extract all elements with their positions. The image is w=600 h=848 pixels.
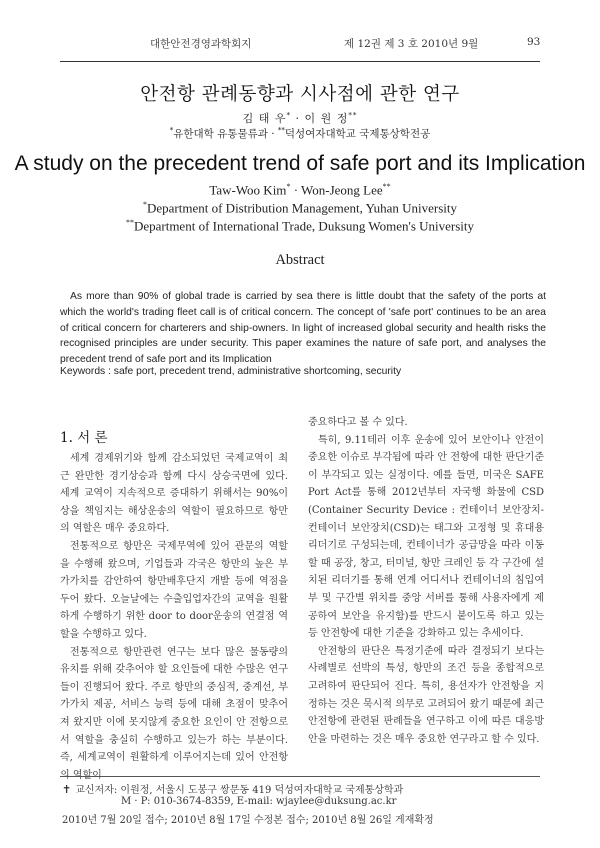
contact-info: M · P: 010-3674-8359, E-mail: wjaylee@duksung.ac.kr [121,796,397,807]
english-author-1-mark: * [286,182,291,191]
corresponding-author-note [62,781,403,796]
korean-affil-2-mark: ** [277,126,285,135]
korean-title: 안전항 관례동향과 시사점에 관한 연구 [140,84,460,105]
left-column [60,450,288,784]
english-author-2: Won-Jeong Lee [301,182,383,198]
korean-author-1-mark: * [286,111,291,120]
english-affiliation-2 [0,218,600,234]
section-heading: 1. 서 론 [60,430,108,446]
body-paragraph: 특히, 9.11테러 이후 운송에 있어 보안이나 안전이 중요한 이슈로 부각됨에 따라 안 전항에 대한 판단기준이 부각되고 있는 실정이다. 예를 들면, 미국은 SAFE Port Act를 통해 2012년부터 자국행 화물에 CSD (Container Security Device : 컨테이너 보안장치-컨테이너 보안장치(CSD)는 태그와 고정형 및 휴대용 리더기로 구성되는데, 컨테이너가 공급망을 따라 이동할 때 공장, 창고, 터미널, 항만 크레인 등 각 구간에 설치된 리더기를 통해 연계 어디서나 컨테이너의 침입여부 및 구간별 위치를 중앙 서버를 통해 사용자에게 제공하여 보안을 유지함)를 반드시 붙이도록 하고 있는 등 안전항에 대한 기준을 강화하고 있는 추세이다. [308,434,544,640]
body-paragraph: 중요하다고 볼 수 있다. [308,417,408,428]
body-paragraph: 세계 경제위기와 함께 감소되었던 국제교역이 최근 완만한 경기상승과 함께 다시 상승국면에 있다. 세계 교역이 지속적으로 증대하기 위해서는 90%이상을 책임지는 해상운송의 역할이 필요하므로 항만의 역할은 매우 중요하다. [60,453,288,535]
header-divider [60,61,540,62]
korean-author-2-mark: ** [348,111,358,120]
korean-author-2: 이 원 정 [304,112,349,125]
english-affil-1-mark: * [142,200,147,209]
footnote-divider [60,776,540,777]
korean-affil-1-mark: * [169,126,174,135]
abstract-body: As more than 90% of global trade is carried by sea there is little doubt that the safety of the ports at which the world's trading fleet call is of critical concern. The concept of 'safe port' continues to be an area of critical concern for charterers and ship-owners. In light of increased global security and health risks the recognised principles are under security. This paper examines the nature of safe port, and analyses the precedent trend of safe port and its Implication [60,291,546,366]
english-author-separator: · [290,182,302,198]
english-affil-2: Department of International Trade, Duksung Women's University [133,218,475,234]
body-paragraph: 전통적으로 항만관련 연구는 보다 많은 물동량의 유치를 위해 갖추어야 할 요인들에 대한 수많은 연구들이 진행되어 왔다. 주로 항만의 중심적, 중계선, 부가가치 제공, 서비스 능력 등에 대해 초점이 맞추어져 왔지만 이에 못지않게 중요한 요인이 안 전항으로서 역할을 충실히 수행하고 있는가 하는 부분이다. 즉, 세계교역이 원활하게 이루어지는데 있어 안전항의 역할이 [60,646,288,781]
corresponding-author-text: 교신저자: 이원정, 서울시 도봉구 쌍문동 419 덕성여자대학교 국제통상학과 [75,785,404,796]
english-author-2-mark: ** [382,182,391,191]
body-paragraph: 안전항의 판단은 특정기준에 따라 결정되기 보다는 사례별로 선박의 특성, 항만의 조건 등을 종합적으로 고려하여 판단되어 진다. 특히, 용선자가 안전항을 지정하는 것은 묵시적 의무로 고려되어 왔기 때문에 최근 안전항에 관련된 판례들을 연구하고 이에 따른 대응방안을 마련하는 것은 매우 중요한 연구라고 할 수 있다. [308,645,544,745]
dagger-icon: ✝ [62,783,72,796]
english-affil-1: Department of Distribution Management, Yuhan University [146,200,457,216]
korean-authors [0,110,600,126]
korean-affil-1: 유한대학 유통물류과 · [173,128,278,140]
english-affiliation-1 [0,200,600,216]
english-affil-2-mark: ** [125,218,134,227]
journal-name: 대한안전경영과학회지 [150,38,252,50]
korean-author-1: 김 태 우 [242,112,287,125]
submission-dates: 2010년 7월 20일 접수; 2010년 8월 17일 수정본 접수; 2010년 8월 26일 게재확정 [62,815,434,826]
right-column [308,414,544,748]
english-title: A study on the precedent trend of safe port and its Implication [14,152,586,175]
abstract-heading: Abstract [275,252,325,268]
running-header [0,36,600,54]
korean-affil-2: 덕성여자대학교 국제통상학전공 [284,128,431,140]
korean-affiliations [0,126,600,141]
english-authors [0,182,600,198]
issue-info: 제 12권 제 3 호 2010년 9월 [344,38,479,50]
page-number: 93 [527,36,541,48]
korean-author-separator: · [291,112,305,125]
keywords: Keywords : safe port, precedent trend, administrative shortcoming, security [60,366,402,377]
body-paragraph: 전통적으로 항만은 국제무역에 있어 관문의 역할을 수행해 왔으며, 기업들과 각국은 항만의 높은 부가가치를 감안하여 항만배후단지 개발 등에 역점을 두어 왔다. 오늘날에는 수출입업자간의 교역을 원활하게 수행하기 위한 door to door운송의 연결점 역할을 수행하고 있다. [60,540,288,640]
english-author-1: Taw-Woo Kim [209,182,287,198]
